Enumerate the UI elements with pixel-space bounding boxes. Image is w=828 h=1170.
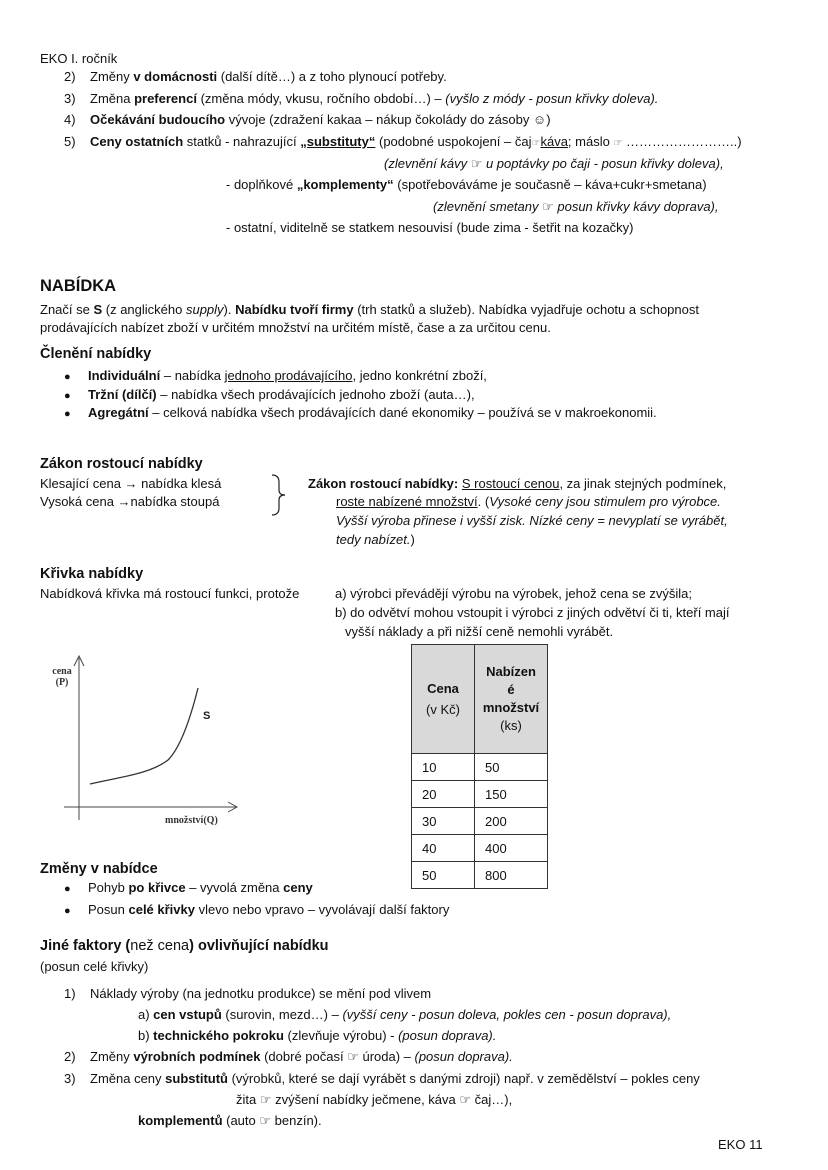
bold-text: Individuální xyxy=(88,368,161,383)
bold-text: Tržní (dílčí) xyxy=(88,387,157,402)
cell-quantity: 400 xyxy=(475,835,548,862)
bold-text: Nabídku tvoří firmy xyxy=(235,302,354,317)
text: a) xyxy=(138,1007,154,1022)
text: Pohyb xyxy=(88,880,129,895)
table-row xyxy=(412,835,548,862)
subsection-title: Změny v nabídce xyxy=(40,861,158,877)
text: vlevo nebo vpravo – vyvolávají další faktory xyxy=(195,902,450,917)
underlined-text: roste nabízené množství xyxy=(336,494,478,509)
text: (spotřebováváme je současně – káva+cukr+smetana) xyxy=(393,177,707,192)
cell-price: 50 xyxy=(412,862,475,889)
pointing-hand-icon: ☞ xyxy=(613,138,623,149)
item-number: 3) xyxy=(64,1071,76,1086)
italic-text: (posun doprava). xyxy=(398,1028,497,1043)
bold-text: ceny xyxy=(283,880,313,895)
text: máslo xyxy=(571,134,614,149)
bold-text: preferencí xyxy=(134,91,197,106)
text: (z anglického xyxy=(102,302,186,317)
header-text: Nabízen xyxy=(486,664,536,679)
cell-quantity: 50 xyxy=(475,754,548,781)
section-title: NABÍDKA xyxy=(40,277,117,295)
bold-text: celé křivky xyxy=(128,902,195,917)
text: Změna ceny xyxy=(90,1071,166,1086)
text: Změny xyxy=(90,69,134,84)
text: (podobné uspokojení – čaj xyxy=(375,134,532,149)
supply-table xyxy=(411,644,548,889)
italic-text: Vysoké ceny jsou stimulem pro výrobce. xyxy=(489,494,721,509)
text: (změna módy, vkusu, ročního období…) – xyxy=(196,91,446,106)
supply-curve-graph xyxy=(40,650,250,830)
text: Změny xyxy=(90,1049,134,1064)
text: (trh statků a služeb). Nabídka vyjadřuje ochotu a schopnost xyxy=(353,302,699,317)
text: – nabídka xyxy=(160,368,225,383)
italic-text: (posun doprava). xyxy=(414,1049,513,1064)
item-number: 5) xyxy=(64,134,76,149)
italic-text: (vyšší ceny - posun doleva, pokles cen - posun doprava), xyxy=(342,1007,672,1022)
underlined-text: jednoho prodávajícího xyxy=(224,368,353,383)
header-cell-quantity xyxy=(475,645,548,754)
italic-text: supply xyxy=(185,302,224,317)
text: (auto ☞ benzín). xyxy=(222,1113,322,1128)
text: (výrobků, které se dají vyrábět s danými zdroji) např. v zemědělství – pokles ceny xyxy=(227,1071,700,1086)
bold-text: komplementů xyxy=(138,1113,223,1128)
cell-quantity: 800 xyxy=(475,862,548,889)
list-item xyxy=(64,902,449,917)
page-number: EKO 11 xyxy=(718,1137,763,1152)
curve-label: S xyxy=(203,710,211,722)
cell-price: 10 xyxy=(412,754,475,781)
cell-price: 20 xyxy=(412,781,475,808)
subsection-title xyxy=(40,938,329,954)
text: , jedno konkrétní zboží, xyxy=(352,368,487,383)
text: Posun xyxy=(88,902,129,917)
text: – vyvolá změna xyxy=(185,880,284,895)
cell-price: 30 xyxy=(412,808,475,835)
list-subitem xyxy=(138,1028,496,1043)
text: statků - nahrazující xyxy=(183,134,301,149)
bullet-icon: ● xyxy=(64,390,71,402)
italic-text: Vyšší výroba přinese i vyšší zisk. Nízké ceny = nevyplatí se vyrábět, xyxy=(336,513,728,528)
text: (další dítě…) a z toho plynoucí potřeby. xyxy=(217,69,447,84)
list-item xyxy=(64,112,551,127)
bold-text: S xyxy=(93,302,103,317)
text: , za jinak stejných podmínek, xyxy=(559,476,727,491)
text: Náklady výroby (na jednotku produkce) se mění pod vlivem xyxy=(90,986,432,1001)
text: (zlevňuje výrobu) - xyxy=(283,1028,399,1043)
law-statement-line-1 xyxy=(308,476,726,491)
bullet-icon: ● xyxy=(64,883,71,895)
page-header: EKO I. ročník xyxy=(40,51,118,66)
item-number: 1) xyxy=(64,986,76,1001)
law-left-line: Klesající cena → nabídka klesá xyxy=(40,476,222,491)
bold-underlined-text: „substituty“ xyxy=(300,134,376,149)
intro-line-1 xyxy=(40,302,699,317)
text: Značí se xyxy=(40,302,94,317)
item-number: 2) xyxy=(64,1049,76,1064)
subsection-title: Křivka nabídky xyxy=(40,566,144,582)
italic-text: (zlevnění smetany ☞ posun křivky kávy doprava), xyxy=(433,199,719,214)
bold-text: výrobních podmínek xyxy=(133,1049,261,1064)
list-item xyxy=(64,880,313,895)
table-row xyxy=(412,862,548,889)
list-item-continuation xyxy=(138,1113,322,1129)
bold-text: ) ovlivňující nabídku xyxy=(189,938,329,954)
underlined-text: S rostoucí cenou xyxy=(461,476,560,491)
header-text: Cena xyxy=(427,681,459,696)
bullet-icon: ● xyxy=(64,371,71,383)
law-statement-line-4 xyxy=(336,532,415,547)
table-row xyxy=(412,781,548,808)
cell-price: 40 xyxy=(412,835,475,862)
list-item-continuation: žita ☞ zvýšení nabídky ječmene, káva ☞ čaj…), xyxy=(236,1092,513,1107)
text: – celková nabídka všech prodávajících dané ekonomiky – používá se v makroekonomii. xyxy=(148,405,657,420)
table-row xyxy=(412,808,548,835)
others-line: - ostatní, viditelně se statkem nesouvisí (bude zima - šetřit na kozačky) xyxy=(226,220,634,235)
header-text: množství xyxy=(482,700,540,715)
header-unit: (v Kč) xyxy=(426,702,460,717)
supply-curve xyxy=(90,688,198,784)
table-row xyxy=(412,754,548,781)
table-header-row xyxy=(412,645,548,754)
text: b) xyxy=(138,1028,154,1043)
curly-brace-icon xyxy=(270,474,290,516)
text: ……………………..) xyxy=(622,134,742,149)
bold-text: substitutů xyxy=(165,1071,228,1086)
header-text: é xyxy=(507,682,515,697)
pointing-hand-icon: ☞ xyxy=(531,138,541,149)
law-statement-line-3 xyxy=(336,513,728,528)
text: - doplňkové xyxy=(226,177,297,192)
bold-text: Jiné faktory ( xyxy=(40,938,131,954)
law-left-line: Vysoká cena →nabídka stoupá xyxy=(40,494,220,509)
text: vývoje (zdražení kakaa – nákup čokolády do zásoby ☺) xyxy=(225,112,551,127)
bold-text: Zákon rostoucí nabídky: xyxy=(308,476,459,491)
bold-text: Ceny ostatních xyxy=(90,134,184,149)
bullet-icon: ● xyxy=(64,905,71,917)
list-item xyxy=(64,986,431,1001)
y-axis-label: cena xyxy=(52,666,72,677)
list-item xyxy=(64,134,742,149)
text: ). xyxy=(223,302,236,317)
text: (dobré počasí ☞ úroda) – xyxy=(260,1049,415,1064)
item-number: 2) xyxy=(64,69,76,84)
list-item xyxy=(64,1071,700,1086)
list-subitem xyxy=(138,1007,671,1022)
y-axis-label-unit: (P) xyxy=(55,677,69,688)
item-number: 4) xyxy=(64,112,76,127)
italic-text: tedy nabízet. xyxy=(336,532,411,547)
bold-text: cen vstupů xyxy=(153,1007,222,1022)
italic-text: (vyšlo z módy - posun křivky doleva). xyxy=(445,91,659,106)
subsection-title: Zákon rostoucí nabídky xyxy=(40,456,203,472)
list-item xyxy=(64,69,447,84)
curve-description: Nabídková křivka má rostoucí funkci, protože xyxy=(40,586,300,601)
header-unit: (ks) xyxy=(500,718,522,733)
curve-reason: vyšší náklady a při nižší ceně nemohli vyrábět. xyxy=(345,624,614,639)
x-axis-label: množství(Q) xyxy=(165,815,218,826)
complements-line xyxy=(226,177,707,192)
cell-quantity: 150 xyxy=(475,781,548,808)
intro-line-2: prodávajících nabízet zboží v určitém množství na určitém místě, čase a za určitou cenu. xyxy=(40,320,551,335)
bold-text: po křivce xyxy=(128,880,186,895)
text: Změna xyxy=(90,91,135,106)
list-item xyxy=(64,368,487,383)
bold-text: technického pokroku xyxy=(153,1028,284,1043)
law-statement-line-2 xyxy=(336,494,721,509)
bold-text: v domácnosti xyxy=(133,69,218,84)
text: než cena xyxy=(130,938,190,954)
bold-text: „komplementy“ xyxy=(296,177,394,192)
header-cell-price xyxy=(412,645,475,754)
bold-text: Agregátní xyxy=(88,405,149,420)
text: – nabídka všech prodávajících jednoho zboží (auta…), xyxy=(156,387,475,402)
subsection-title: Členění nabídky xyxy=(40,346,152,362)
list-item xyxy=(64,387,475,402)
bold-text: Očekávání budoucího xyxy=(90,112,226,127)
underlined-text: káva; xyxy=(540,134,572,149)
text: (surovin, mezd…) – xyxy=(221,1007,343,1022)
text: . ( xyxy=(477,494,490,509)
item-number: 3) xyxy=(64,91,76,106)
factors-subtitle: (posun celé křivky) xyxy=(40,959,149,974)
bullet-icon: ● xyxy=(64,408,71,420)
cell-quantity: 200 xyxy=(475,808,548,835)
curve-reason: a) výrobci převádějí výrobu na výrobek, jehož cena se zvýšila; xyxy=(335,586,692,601)
italic-text: (zlevnění kávy ☞ u poptávky po čaji - posun křivky doleva), xyxy=(384,156,724,171)
list-item xyxy=(64,1049,513,1065)
substitutes-note xyxy=(384,156,724,172)
curve-reason: b) do odvětví mohou vstoupit i výrobci z jiných odvětví či ti, kteří mají xyxy=(335,605,730,620)
list-item xyxy=(64,91,658,106)
text: ) xyxy=(410,532,415,547)
complements-note xyxy=(433,199,719,215)
list-item xyxy=(64,405,657,420)
